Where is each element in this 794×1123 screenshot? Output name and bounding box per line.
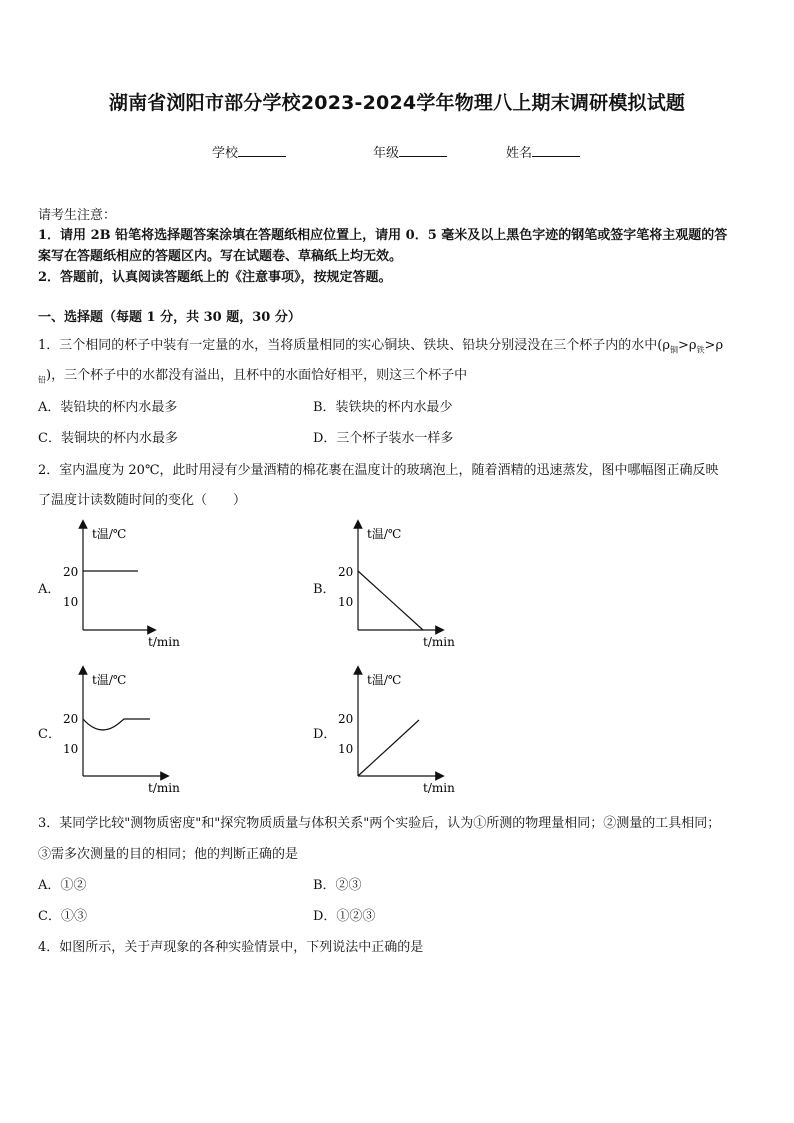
q1-option-b[interactable]: B．装铁块的杯内水最少 bbox=[313, 400, 453, 415]
grade-field bbox=[373, 142, 447, 161]
q3-option-b[interactable]: B．②③ bbox=[313, 878, 362, 893]
graph-b-label[interactable]: B． bbox=[313, 582, 336, 597]
graph-b-tick20: 20 bbox=[338, 565, 354, 579]
graph-d-y-label: t温/℃ bbox=[367, 673, 402, 687]
graph-c bbox=[60, 664, 190, 794]
q3-option-a[interactable]: A．①② bbox=[38, 878, 87, 893]
graph-a-tick20: 20 bbox=[63, 565, 79, 579]
q1-option-c[interactable]: C．装铜块的杯内水最多 bbox=[38, 431, 178, 446]
q1-sub-copper: 铜 bbox=[670, 345, 678, 355]
graph-b-y-label: t温/℃ bbox=[367, 527, 402, 541]
q3-option-d[interactable]: D．①②③ bbox=[313, 909, 376, 924]
school-blank[interactable] bbox=[238, 144, 286, 157]
graph-d-curve bbox=[358, 720, 419, 776]
graph-d-x-label: t/min bbox=[423, 781, 455, 794]
name-blank[interactable] bbox=[532, 144, 580, 157]
q3-option-c[interactable]: C．①③ bbox=[38, 909, 87, 924]
graph-c-tick20: 20 bbox=[63, 712, 79, 726]
notice-item2: 2．答题前，认真阅读答题纸上的《注意事项》，按规定答题。 bbox=[38, 270, 392, 285]
q1-sub-lead: 铅 bbox=[38, 375, 46, 385]
notice-item1-line1: 1．请用 2B 铅笔将选择题答案涂填在答题纸相应位置上，请用 0．5 毫米及以上黑色字迹的钢笔或签字笔将主观题的答 bbox=[38, 228, 728, 243]
graph-a bbox=[60, 518, 190, 648]
graph-c-curve bbox=[83, 719, 150, 730]
q1-mid2: >ρ bbox=[704, 338, 724, 353]
graph-c-label[interactable]: C． bbox=[38, 727, 61, 742]
graph-b-tick10: 10 bbox=[338, 595, 354, 609]
name-field bbox=[506, 142, 580, 161]
page-title: 湖南省浏阳市部分学校2023-2024学年物理八上期末调研模拟试题 bbox=[108, 92, 686, 114]
graph-b-x-label: t/min bbox=[423, 635, 455, 648]
graph-c-tick10: 10 bbox=[63, 742, 79, 756]
graph-a-x-label: t/min bbox=[148, 635, 180, 648]
q1-mid1: >ρ bbox=[678, 338, 697, 353]
graph-a-y-label: t温/℃ bbox=[92, 527, 127, 541]
q1-text2: )，三个杯子中的水都没有溢出，且杯中的水面恰好相平，则这三个杯子中 bbox=[46, 368, 468, 383]
graph-b bbox=[335, 518, 465, 648]
q2-line2: 了温度计读数随时间的变化（ ） bbox=[38, 493, 247, 508]
q1-sub-iron: 铁 bbox=[696, 345, 705, 355]
notice-item1-line2: 案写在答题纸相应的答题区内。写在试题卷、草稿纸上均无效。 bbox=[38, 249, 403, 264]
graph-c-y-label: t温/℃ bbox=[92, 673, 127, 687]
q4-line1: 4．如图所示，关于声现象的各种实验情景中，下列说法中正确的是 bbox=[38, 940, 424, 955]
q3-line1: 3．某同学比较"测物质密度"和"探究物质质量与体积关系"两个实验后，认为①所测的物理量相同；②测量的工具相同； bbox=[38, 816, 721, 831]
graph-a-tick10: 10 bbox=[63, 595, 79, 609]
name-label: 姓名 bbox=[506, 146, 533, 161]
q1-line2 bbox=[38, 364, 467, 386]
graph-d bbox=[335, 664, 465, 794]
q1-line1 bbox=[38, 334, 723, 356]
school-label: 学校 bbox=[212, 146, 239, 161]
q3-line2: ③需多次测量的目的相同；他的判断正确的是 bbox=[38, 847, 299, 862]
graph-a-label[interactable]: A． bbox=[38, 582, 61, 597]
q1-text1: 1．三个相同的杯子中装有一定量的水，当将质量相同的实心铜块、铁块、铅块分别浸没在三个杯子内的水中(ρ bbox=[38, 338, 670, 353]
graph-c-x-label: t/min bbox=[148, 781, 180, 794]
graph-d-label[interactable]: D． bbox=[313, 727, 337, 742]
q2-line1: 2．室内温度为 20℃，此时用浸有少量酒精的棉花裹在温度计的玻璃泡上，随着酒精的迅速蒸发，图中哪幅图正确反映 bbox=[38, 463, 719, 478]
graph-d-tick20: 20 bbox=[338, 712, 354, 726]
graph-d-tick10: 10 bbox=[338, 742, 354, 756]
grade-blank[interactable] bbox=[399, 144, 447, 157]
notice-heading: 请考生注意： bbox=[38, 208, 117, 223]
q1-option-a[interactable]: A．装铅块的杯内水最多 bbox=[38, 400, 178, 415]
q1-option-d[interactable]: D．三个杯子装水一样多 bbox=[313, 431, 454, 446]
section1-heading: 一、选择题（每题 1 分，共 30 题，30 分） bbox=[38, 310, 301, 325]
grade-label: 年级 bbox=[373, 146, 400, 161]
graph-b-curve bbox=[358, 571, 423, 630]
school-field bbox=[212, 142, 286, 161]
